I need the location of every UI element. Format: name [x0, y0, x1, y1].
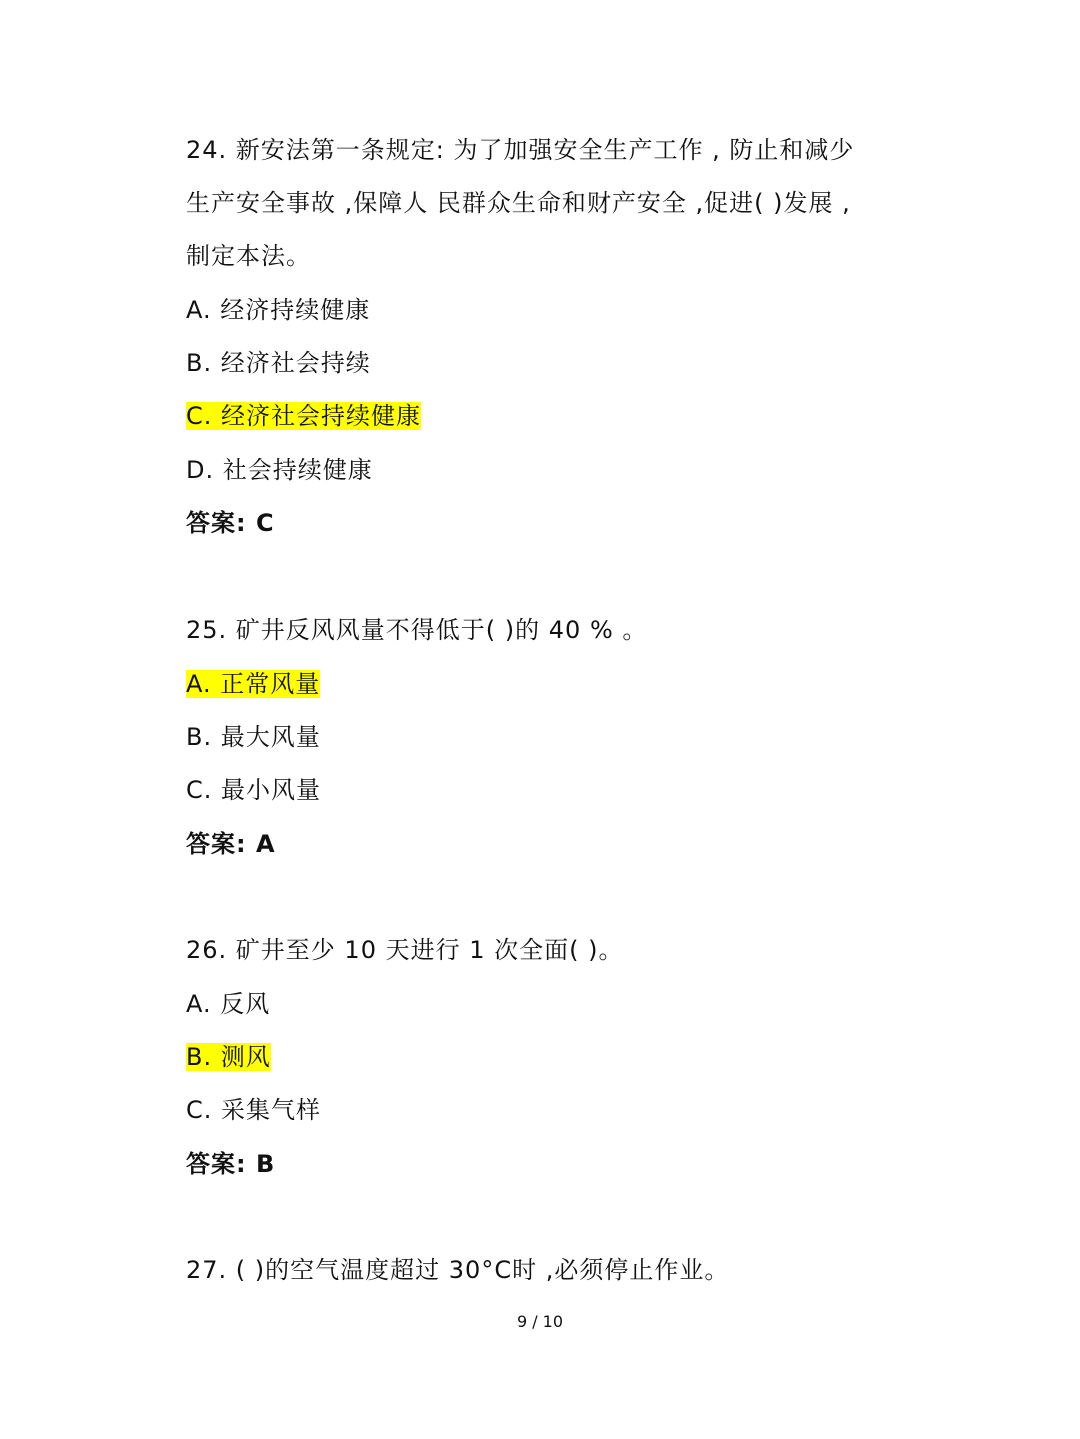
question-25-answer: 答案: A: [186, 830, 276, 858]
question-24-stem-line-3: 制定本法。: [186, 242, 311, 270]
question-26-option-b-highlighted: [186, 1042, 271, 1072]
question-25-option-a-highlighted: [186, 669, 320, 699]
highlighted-correct-option: B. 测风: [186, 1043, 271, 1071]
question-25-option-b: B. 最大风量: [186, 723, 321, 751]
question-24-answer: 答案: C: [186, 509, 275, 537]
question-25-stem: 25. 矿井反风风量不得低于( )的 40 % 。: [186, 616, 648, 644]
page-number: 9 / 10: [516, 1312, 564, 1331]
question-24-stem-line-2: 生产安全事故 ,保障人 民群众生命和财产安全 ,促进( )发展 ,: [186, 189, 851, 217]
question-24-option-a: A. 经济持续健康: [186, 296, 371, 324]
question-24-stem-line-1: 24. 新安法第一条规定: 为了加强安全生产工作 , 防止和减少: [186, 136, 855, 164]
question-24-option-d: D. 社会持续健康: [186, 456, 373, 484]
highlighted-correct-option: A. 正常风量: [186, 670, 321, 698]
question-26-answer: 答案: B: [186, 1150, 276, 1178]
question-26-stem: 26. 矿井至少 10 天进行 1 次全面( )。: [186, 936, 624, 964]
question-27-stem: 27. ( )的空气温度超过 30°C时 ,必须停止作业。: [186, 1256, 730, 1284]
question-25-option-c: C. 最小风量: [186, 776, 322, 804]
question-26-option-a: A. 反风: [186, 990, 271, 1018]
question-24-option-b: B. 经济社会持续: [186, 349, 371, 377]
highlighted-correct-option: C. 经济社会持续健康: [186, 402, 422, 430]
question-24-option-c-highlighted: [186, 401, 421, 431]
question-26-option-c: C. 采集气样: [186, 1096, 322, 1124]
